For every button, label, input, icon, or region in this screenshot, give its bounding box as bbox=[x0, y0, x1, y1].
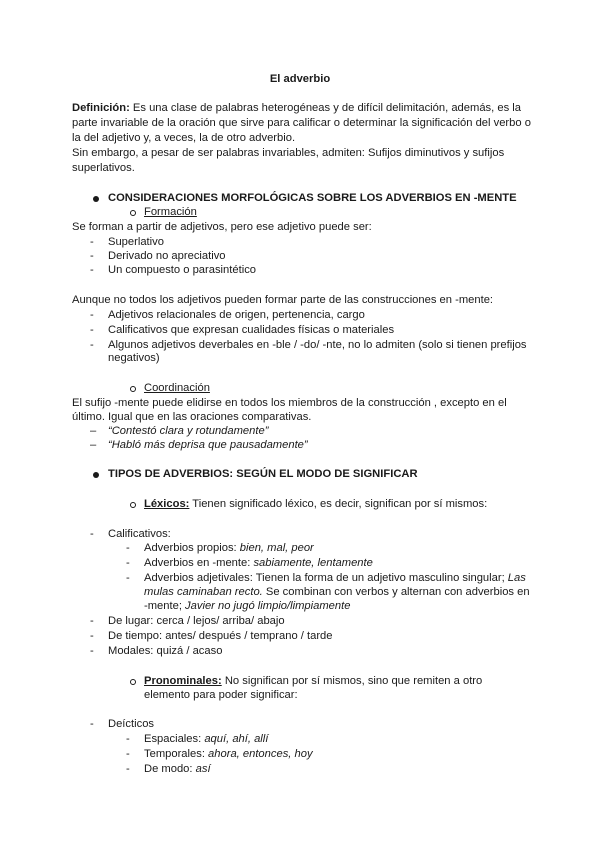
bullet-icon bbox=[93, 472, 99, 478]
coordinacion-subheading: Coordinación bbox=[144, 382, 210, 394]
example-line: “Contestó clara y rotundamente” bbox=[108, 425, 269, 437]
example-line: “Habló más deprisa que pausadamente” bbox=[108, 439, 308, 451]
dash-icon: - bbox=[126, 542, 130, 554]
circle-bullet-icon bbox=[130, 679, 136, 685]
dash-icon: - bbox=[90, 630, 94, 642]
pronominales-label: Pronominales: bbox=[144, 675, 222, 687]
dash-icon: - bbox=[126, 748, 130, 760]
pronominales-line-1: Pronominales: No significan por sí mismos, sino que remiten a otro bbox=[144, 675, 483, 687]
dash-icon: - bbox=[126, 572, 130, 584]
coordinacion-line-1: El sufijo -mente puede elidirse en todos los miembros de la construcción , excepto en el bbox=[72, 397, 507, 409]
dash-icon: - bbox=[90, 528, 94, 540]
coordinacion-line-2: último. Igual que en las oraciones comparativas. bbox=[72, 411, 312, 423]
doc-title: El adverbio bbox=[269, 73, 331, 85]
definition-line-5: superlativos. bbox=[72, 162, 135, 174]
list-item: De tiempo: antes/ después / temprano / tarde bbox=[108, 630, 333, 642]
dash-icon: - bbox=[126, 733, 130, 745]
dash-icon: - bbox=[90, 718, 94, 730]
list-item: Superlativo bbox=[108, 236, 164, 248]
section2-heading: TIPOS DE ADVERBIOS: SEGÚN EL MODO DE SIGNIFICAR bbox=[108, 468, 418, 480]
dash-icon: - bbox=[126, 763, 130, 775]
list-item: Algunos adjetivos deverbales en -ble / -do/ -nte, no lo admiten (solo si tienen prefijos bbox=[108, 339, 527, 351]
definition-label: Definición: bbox=[72, 102, 130, 114]
dash-icon: - bbox=[90, 645, 94, 657]
lexicos-line: Léxicos: Tienen significado léxico, es decir, significan por sí mismos: bbox=[144, 498, 488, 510]
circle-bullet-icon bbox=[130, 386, 136, 392]
endash-icon: – bbox=[90, 439, 97, 451]
definition-line-3: la del adjetivo y, a veces, la de otro adverbio. bbox=[72, 132, 296, 144]
dash-icon: - bbox=[90, 309, 94, 321]
endash-icon: – bbox=[90, 425, 97, 437]
circle-bullet-icon bbox=[130, 502, 136, 508]
list-item: Temporales: ahora, entonces, hoy bbox=[144, 748, 313, 760]
formacion-note: Aunque no todos los adjetivos pueden formar parte de las construcciones en -mente: bbox=[72, 294, 494, 306]
list-item: Un compuesto o parasintético bbox=[108, 264, 257, 276]
definition-line-4: Sin embargo, a pesar de ser palabras invariables, admiten: Sufijos diminutivos y sufijos bbox=[72, 147, 505, 159]
list-item: Adjetivos relacionales de origen, pertenencia, cargo bbox=[108, 309, 365, 321]
dash-icon: - bbox=[90, 250, 94, 262]
list-item-continuation: negativos) bbox=[108, 352, 160, 364]
list-item: Espaciales: aquí, ahí, allí bbox=[144, 733, 269, 745]
formacion-intro: Se forman a partir de adjetivos, pero ese adjetivo puede ser: bbox=[72, 221, 372, 233]
dash-icon: - bbox=[90, 236, 94, 248]
list-item: De lugar: cerca / lejos/ arriba/ abajo bbox=[108, 615, 285, 627]
list-item: De modo: así bbox=[144, 763, 211, 775]
section1-heading: CONSIDERACIONES MORFOLÓGICAS SOBRE LOS ADVERBIOS EN -MENTE bbox=[108, 192, 517, 204]
definition-line-1: Definición: Es una clase de palabras heterogéneas y de difícil delimitación, además, es la bbox=[72, 102, 521, 114]
dash-icon: - bbox=[90, 339, 94, 351]
circle-bullet-icon bbox=[130, 210, 136, 216]
bullet-icon bbox=[93, 196, 99, 202]
deicticos-label: Deícticos bbox=[108, 718, 155, 730]
list-item: Derivado no apreciativo bbox=[108, 250, 226, 262]
list-item-continuation: mulas caminaban recto. Se combinan con verbos y alternan con adverbios en bbox=[144, 586, 530, 598]
dash-icon: - bbox=[90, 324, 94, 336]
list-item-continuation: -mente; Javier no jugó limpio/limpiamente bbox=[144, 600, 351, 612]
formacion-subheading: Formación bbox=[144, 206, 197, 218]
lexicos-label: Léxicos: bbox=[144, 498, 190, 510]
calificativos-label: Calificativos: bbox=[108, 528, 171, 540]
list-item: Adverbios adjetivales: Tienen la forma de un adjetivo masculino singular; Las bbox=[144, 572, 526, 584]
dash-icon: - bbox=[90, 264, 94, 276]
list-item: Adverbios en -mente: sabiamente, lentamente bbox=[144, 557, 373, 569]
list-item: Calificativos que expresan cualidades físicas o materiales bbox=[108, 324, 395, 336]
pronominales-line-2: elemento para poder significar: bbox=[144, 689, 298, 701]
list-item: Modales: quizá / acaso bbox=[108, 645, 223, 657]
dash-icon: - bbox=[90, 615, 94, 627]
list-item: Adverbios propios: bien, mal, peor bbox=[144, 542, 314, 554]
dash-icon: - bbox=[126, 557, 130, 569]
definition-line-2: parte invariable de la oración que sirve para calificar o determinar la significación del verbo o bbox=[72, 117, 531, 129]
